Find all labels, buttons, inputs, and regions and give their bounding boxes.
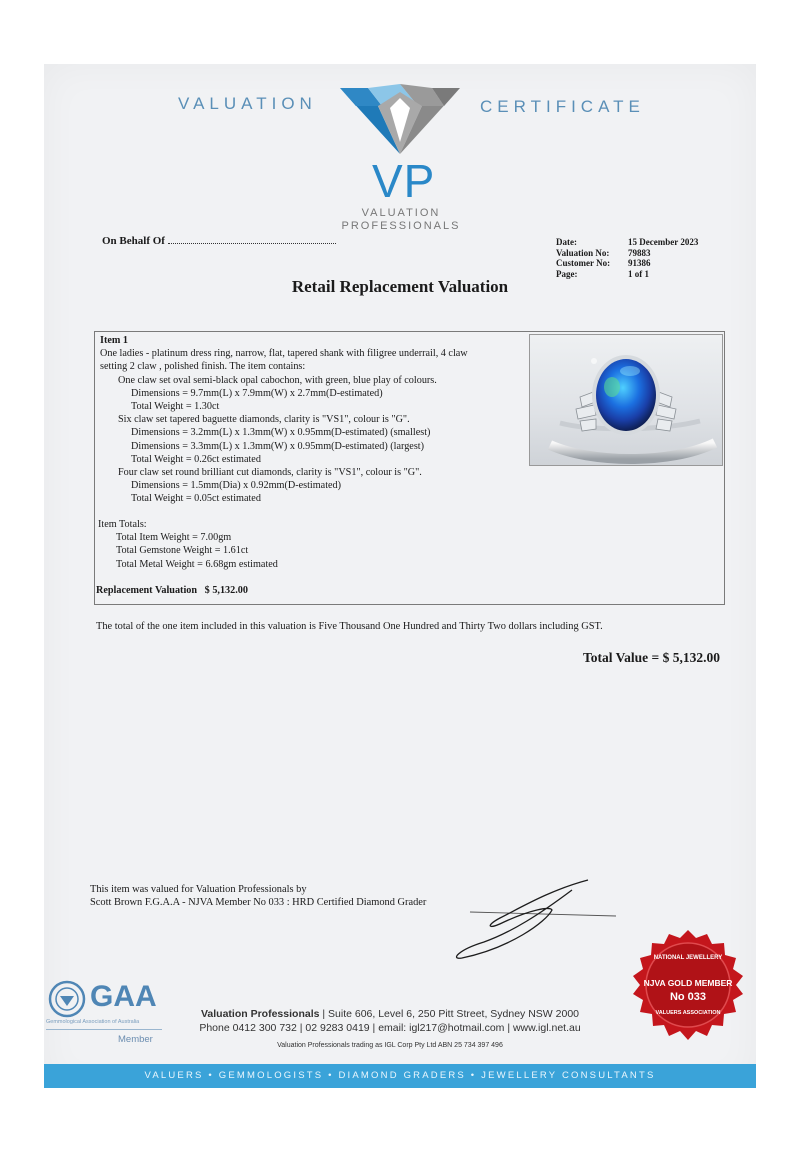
round-dimensions: Dimensions = 1.5mm(Dia) x 0.92mm(D-estimated) (131, 480, 342, 492)
footer-abn: Valuation Professionals trading as IGL Corp Pty Ltd ABN 25 734 397 496 (277, 1042, 503, 1049)
vp-logo-subtitle-1: VALUATION (361, 207, 441, 219)
gaa-divider (46, 1029, 162, 1030)
on-behalf-label: On Behalf Of (102, 235, 165, 247)
date-value: 15 December 2023 (628, 237, 699, 247)
date-label: Date: (556, 237, 577, 247)
valuation-no-value: 79883 (628, 247, 651, 258)
round-line: Four claw set round brilliant cut diamonds, clarity is "VS1", colour is "G". (118, 467, 422, 479)
customer-no-value: 91386 (628, 258, 651, 268)
total-value: Total Value = $ 5,132.00 (583, 650, 720, 665)
njva-seal-icon (626, 928, 750, 1052)
on-behalf-dotted-line (168, 243, 336, 244)
valuer-line-2: Scott Brown F.G.A.A - NJVA Member No 033 : HRD Certified Diamond Grader (90, 897, 427, 908)
baguette-dimensions-largest: Dimensions = 3.3mm(L) x 1.3mm(W) x 0.95mm(D-estimated) (largest) (131, 440, 425, 452)
seal-line-2: No 033 (669, 991, 707, 1003)
item-description (100, 334, 525, 506)
vp-logo-subtitle-2: PROFESSIONALS (341, 220, 461, 232)
header-valuation-word: VALUATION (178, 94, 317, 113)
total-gemstone-weight: Total Gemstone Weight = 1.61ct (116, 545, 249, 557)
item-desc-line-1: One ladies - platinum dress ring, narrow, flat, tapered shank with filigree underrail, 4 claw (100, 348, 468, 360)
item-desc-line-2: setting 2 claw , polished finish. The item contains: (100, 361, 306, 373)
seal-top-text: NATIONAL JEWELLERY (653, 955, 723, 961)
diamond-icon (338, 82, 462, 156)
replacement-label: Replacement Valuation (96, 585, 198, 596)
signature-scribble (440, 870, 640, 962)
vp-logo-text: VP (372, 155, 436, 207)
valuer-line-1: This item was valued for Valuation Professionals by (90, 884, 307, 895)
item-totals-heading: Item Totals: (98, 519, 147, 530)
page-label: Page: (556, 268, 578, 279)
total-sentence: The total of the one item included in this valuation is Five Thousand One Hundred and Thirty Two dollars including GST. (96, 621, 603, 632)
total-item-weight: Total Item Weight = 7.00gm (116, 532, 232, 544)
footer-company: Valuation Professionals (201, 1008, 320, 1020)
document-title: Retail Replacement Valuation (291, 277, 509, 296)
opal-ring-image (530, 335, 722, 465)
item-heading: Item 1 (100, 335, 129, 346)
valuation-no-label: Valuation No: (556, 247, 610, 258)
header-certificate-word: CERTIFICATE (480, 97, 645, 116)
valuation-meta (556, 237, 746, 279)
ring-photo (529, 334, 723, 466)
opal-weight: Total Weight = 1.30ct (131, 401, 220, 413)
seal-line-1: NJVA GOLD MEMBER (643, 978, 733, 988)
footer-address (170, 1008, 610, 1020)
opal-dimensions: Dimensions = 9.7mm(L) x 7.9mm(W) x 2.7mm(D-estimated) (131, 387, 383, 399)
gaa-full-name: Gemmological Association of Australia (46, 1019, 140, 1025)
gaa-member: Member (118, 1034, 153, 1045)
on-behalf-of (102, 235, 336, 247)
page-value: 1 of 1 (628, 268, 649, 279)
customer-no-label: Customer No: (556, 258, 611, 268)
replacement-value: $ 5,132.00 (204, 585, 248, 596)
item-totals (98, 518, 498, 571)
replacement-valuation (96, 584, 248, 597)
baguette-dimensions-smallest: Dimensions = 3.2mm(L) x 1.3mm(W) x 0.95mm(D-estimated) (smallest) (131, 427, 431, 439)
baguette-line: Six claw set tapered baguette diamonds, clarity is "VS1", colour is "G". (118, 414, 410, 426)
gaa-globe-icon (48, 980, 86, 1018)
valuer-statement (90, 883, 426, 909)
gaa-abbr: GAA (90, 980, 157, 1013)
footer-address-text: | Suite 606, Level 6, 250 Pitt Street, Sydney NSW 2000 (319, 1008, 579, 1020)
footer-band: VALUERS • GEMMOLOGISTS • DIAMOND GRADERS • JEWELLERY CONSULTANTS (44, 1064, 756, 1088)
seal-bottom-text: VALUERS ASSOCIATION (655, 1010, 721, 1016)
baguette-weight: Total Weight = 0.26ct estimated (131, 453, 261, 465)
total-metal-weight: Total Metal Weight = 6.68gm estimated (116, 558, 278, 570)
footer-contact: Phone 0412 300 732 | 02 9283 0419 | email: igl217@hotmail.com | www.igl.net.au (199, 1022, 581, 1034)
opal-line: One claw set oval semi-black opal cabochon, with green, blue play of colours. (118, 374, 437, 386)
round-weight: Total Weight = 0.05ct estimated (131, 493, 261, 505)
